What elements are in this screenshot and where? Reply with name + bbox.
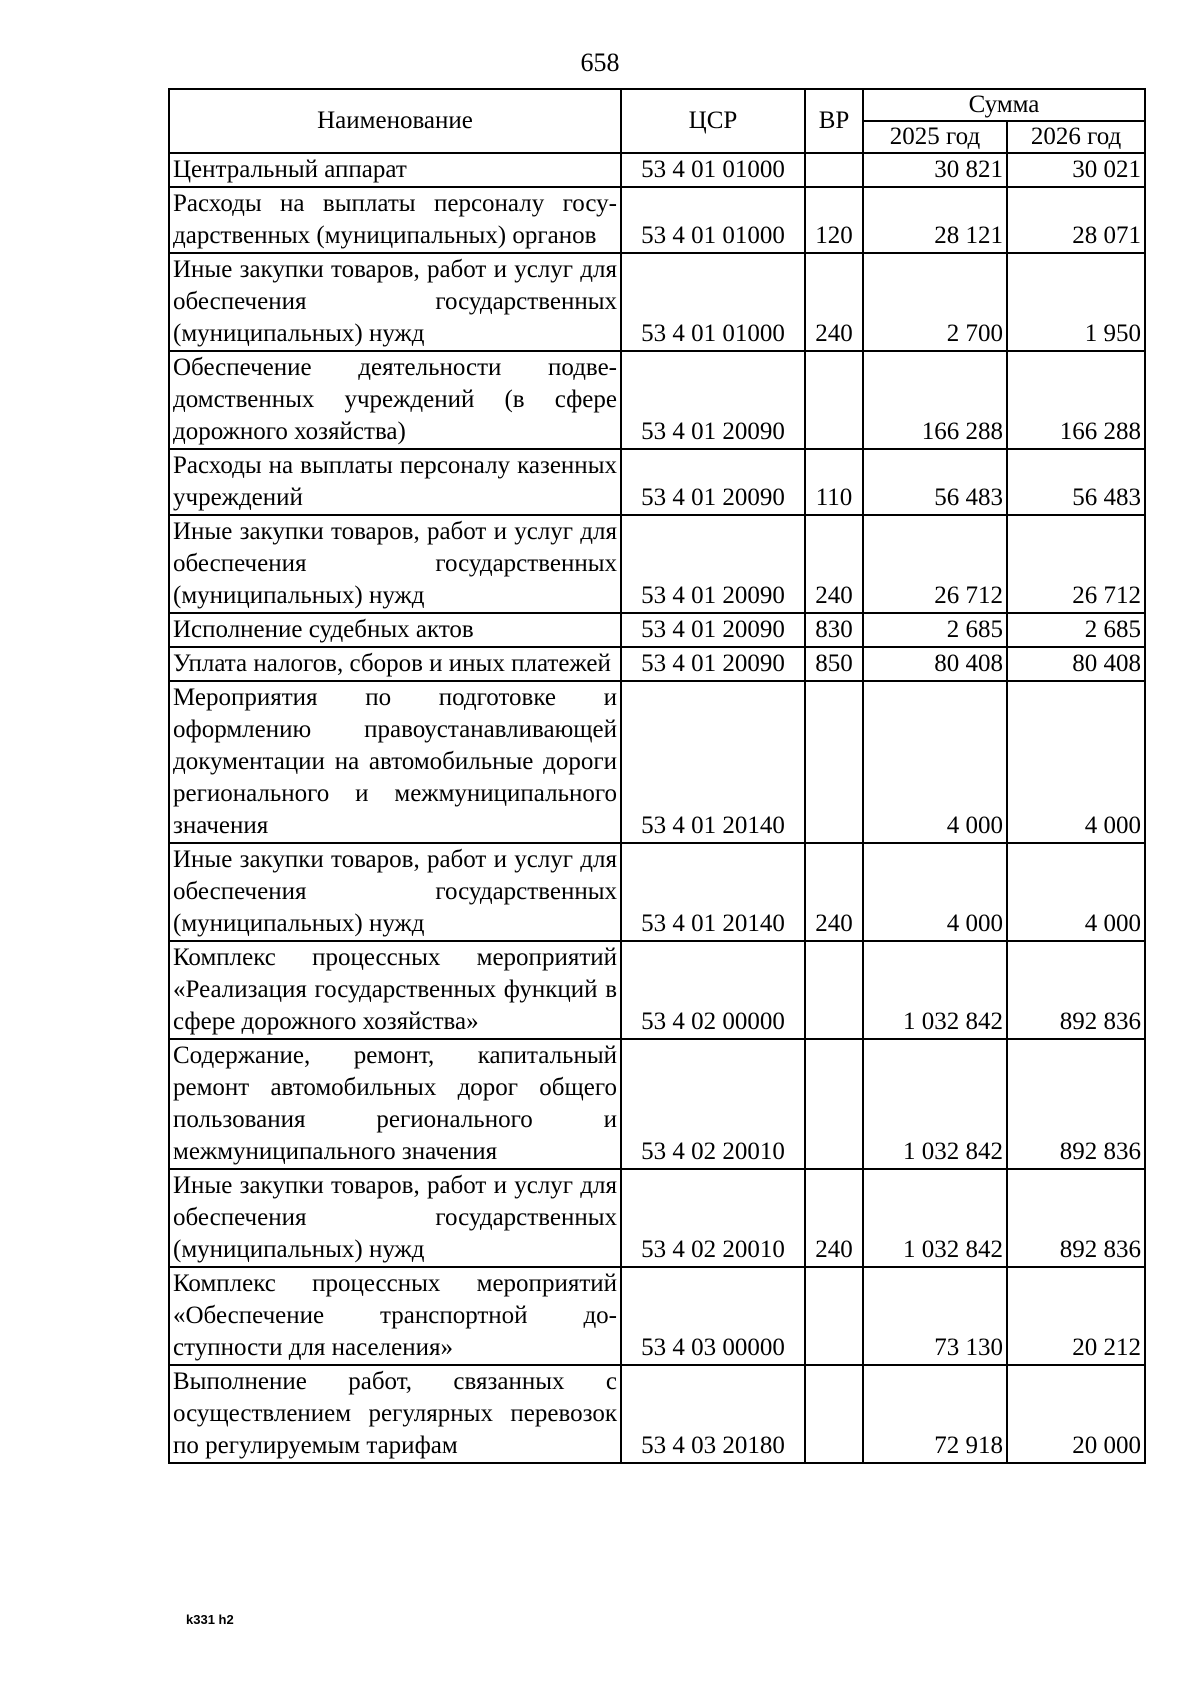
row-name: Исполнение судебных актов [169,613,621,647]
table-row [169,843,1145,941]
row-sum-2025: 73 130 [863,1267,1007,1365]
row-csr: 53 4 01 20090 [621,449,805,515]
row-csr: 53 4 02 20010 [621,1169,805,1267]
row-sum-2025: 1 032 842 [863,1039,1007,1169]
row-name: Центральный аппарат [169,153,621,187]
table-row [169,681,1145,843]
table-row [169,613,1145,647]
row-sum-2025: 1 032 842 [863,1169,1007,1267]
row-name: Комплекс процессных мероприятий «Обеспечение транспортной доступности для населения» [169,1267,621,1365]
table-row [169,253,1145,351]
footer-code: k331 h2 [186,1612,234,1627]
row-sum-2026: 4 000 [1007,681,1145,843]
row-name: Иные закупки товаров, работ и услуг для обеспечения государственных (муниципальных) нужд [169,1169,621,1267]
row-sum-2026: 892 836 [1007,1169,1145,1267]
row-sum-2026: 20 212 [1007,1267,1145,1365]
row-sum-2025: 1 032 842 [863,941,1007,1039]
row-name: Мероприятия по подготовке и оформлению правоустанавливающей документации на автомобильные дороги регионального и межмуниципального значения [169,681,621,843]
row-sum-2026: 892 836 [1007,941,1145,1039]
row-csr: 53 4 01 01000 [621,253,805,351]
row-csr: 53 4 01 20090 [621,351,805,449]
table-row [169,1267,1145,1365]
row-sum-2025: 4 000 [863,681,1007,843]
table-row [169,1169,1145,1267]
row-vr: 240 [805,1169,863,1267]
row-sum-2025: 80 408 [863,647,1007,681]
row-name: Расходы на выплаты персоналу казенных учреждений [169,449,621,515]
row-name: Содержание, ремонт, капитальный ремонт автомобильных дорог общего пользования регионального и межмуниципального значения [169,1039,621,1169]
row-name: Иные закупки товаров, работ и услуг для обеспечения государственных (муниципальных) нужд [169,843,621,941]
row-csr: 53 4 02 20010 [621,1039,805,1169]
row-sum-2025: 4 000 [863,843,1007,941]
row-vr: 240 [805,253,863,351]
table-row [169,1365,1145,1463]
row-name: Выполнение работ, связанных с осуществлением регулярных перевозок по регулируемым тарифам [169,1365,621,1463]
row-csr: 53 4 03 20180 [621,1365,805,1463]
row-vr [805,153,863,187]
row-csr: 53 4 01 20140 [621,843,805,941]
row-sum-2026: 26 712 [1007,515,1145,613]
row-sum-2025: 72 918 [863,1365,1007,1463]
page-number: 658 [580,48,620,77]
header-name: Наименование [169,89,621,153]
row-csr: 53 4 01 01000 [621,153,805,187]
row-sum-2025: 2 685 [863,613,1007,647]
table-row [169,515,1145,613]
row-vr: 240 [805,515,863,613]
row-vr [805,681,863,843]
row-csr: 53 4 01 20090 [621,647,805,681]
table-row [169,1039,1145,1169]
row-name: Комплекс процессных мероприятий «Реализация государственных функций в сфере дорожного хозяйства» [169,941,621,1039]
table-body [169,153,1145,1463]
row-csr: 53 4 01 20090 [621,613,805,647]
row-name: Уплата налогов, сборов и иных платежей [169,647,621,681]
table-row [169,351,1145,449]
row-name: Иные закупки товаров, работ и услуг для обеспечения государственных (муниципальных) нужд [169,515,621,613]
row-vr [805,1365,863,1463]
table-header [169,89,1145,153]
header-year-2025: 2025 год [863,121,1007,153]
row-sum-2025: 30 821 [863,153,1007,187]
table-row [169,449,1145,515]
row-sum-2025: 56 483 [863,449,1007,515]
row-vr [805,1267,863,1365]
row-sum-2026: 166 288 [1007,351,1145,449]
row-csr: 53 4 03 00000 [621,1267,805,1365]
row-sum-2026: 4 000 [1007,843,1145,941]
row-csr: 53 4 01 20090 [621,515,805,613]
row-csr: 53 4 02 00000 [621,941,805,1039]
row-sum-2026: 20 000 [1007,1365,1145,1463]
row-csr: 53 4 01 20140 [621,681,805,843]
table-row [169,647,1145,681]
row-vr: 240 [805,843,863,941]
row-sum-2025: 166 288 [863,351,1007,449]
row-vr [805,1039,863,1169]
budget-table [168,88,1146,1464]
table-row [169,941,1145,1039]
row-vr [805,351,863,449]
row-sum-2026: 30 021 [1007,153,1145,187]
row-sum-2026: 2 685 [1007,613,1145,647]
row-sum-2025: 28 121 [863,187,1007,253]
row-name: Иные закупки товаров, работ и услуг для обеспечения государственных (муниципальных) нужд [169,253,621,351]
row-sum-2025: 2 700 [863,253,1007,351]
row-sum-2026: 80 408 [1007,647,1145,681]
row-sum-2026: 56 483 [1007,449,1145,515]
table-row [169,153,1145,187]
row-name: Обеспечение деятельности подведомственных учреждений (в сфере дорожного хозяйства) [169,351,621,449]
row-csr: 53 4 01 01000 [621,187,805,253]
row-vr: 120 [805,187,863,253]
row-sum-2026: 1 950 [1007,253,1145,351]
row-sum-2026: 28 071 [1007,187,1145,253]
row-sum-2025: 26 712 [863,515,1007,613]
row-name: Расходы на выплаты персоналу государственных (муниципальных) органов [169,187,621,253]
header-year-2026: 2026 год [1007,121,1145,153]
row-vr: 830 [805,613,863,647]
header-csr: ЦСР [621,89,805,153]
header-vr: ВР [805,89,863,153]
header-sum: Сумма [863,89,1145,121]
header-row-top [169,89,1145,121]
table-row [169,187,1145,253]
row-vr: 110 [805,449,863,515]
row-sum-2026: 892 836 [1007,1039,1145,1169]
row-vr: 850 [805,647,863,681]
row-vr [805,941,863,1039]
